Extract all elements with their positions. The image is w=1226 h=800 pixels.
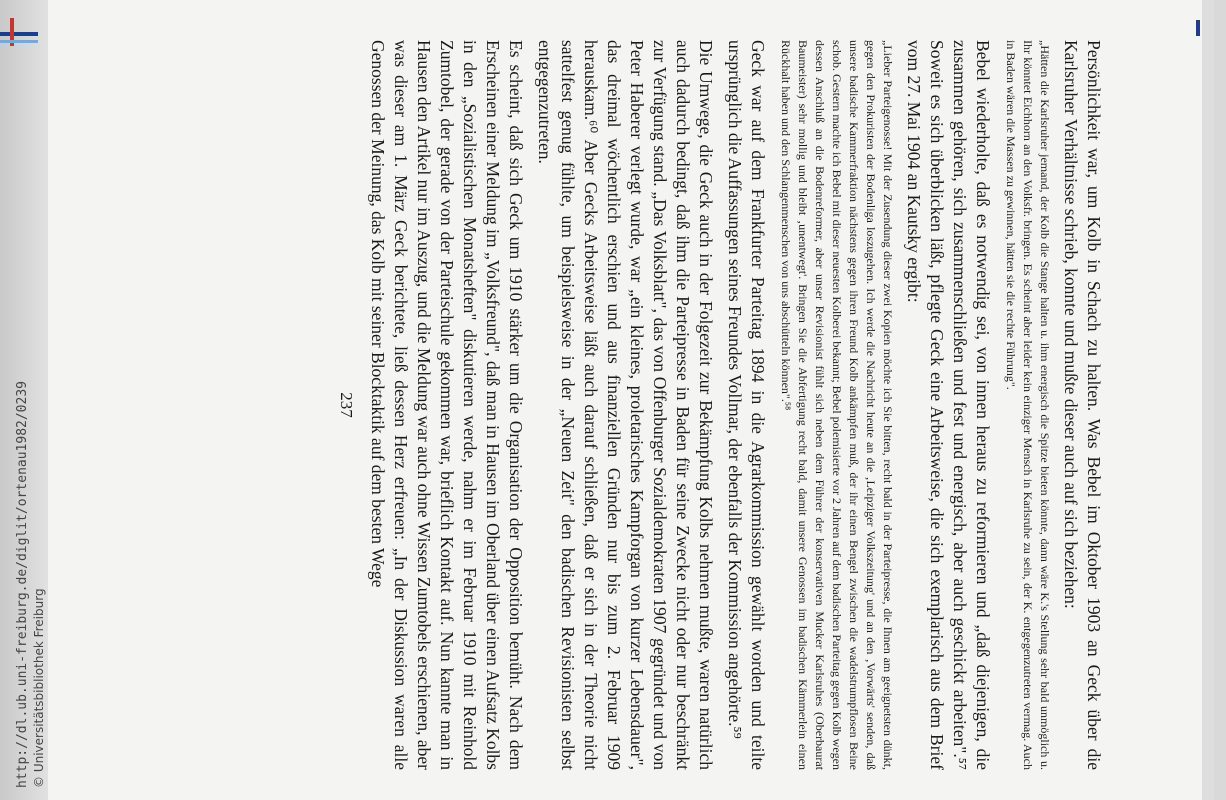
- rotated-text-block: [145, 40, 1105, 770]
- paragraph: Bebel wiederholte, daß es notwendig sei, von innen heraus zu reformieren und „daß diejenigen, die zusammen gehören, sich zusammenschließen und fest und energisch, aber auch geschickt arbeiten".⁵⁷ Soweit es sich überblicken läßt, pflegte Geck eine Arbeitsweise, die sich exemplarisch aus dem Brief vom 27. Mai 1904 an Kautsky ergibt:: [904, 40, 993, 770]
- block-quote: „Hätten die Karlsruher jemand, der Kolb die Stange halten u. ihm energisch die Spitze bieten könnte, dann wäre K.'s Stellung sehr bald unmöglich u. Ihr könntet Eichhorn an den Volksfr. bringen. Es scheint aber leider kein einziger Mensch in Karlsruhe zu sein, der K. entgegenzutreten vermag. Auch in Baden wären die Massen zu gewinnen, hätten sie die rechte Führung".: [1004, 40, 1052, 770]
- paragraph: Persönlichkeit war, um Kolb in Schach zu halten. Was Bebel im Oktober 1903 an Geck über die Karlsruher Verhältnisse schrieb, konnte und mußte dieser auch auf sich beziehen:: [1061, 40, 1104, 770]
- page-edge-mark: [1196, 20, 1200, 36]
- watermark-copyright: © Universitätsbibliothek Freiburg: [32, 588, 46, 788]
- paragraph: Es scheint, daß sich Geck um 1910 stärker um die Organisation der Opposition bemüht. Nach dem Erscheinen einer Meldung im „Volksfreund", daß man in Hausen im Oberland über einen Aufsatz Kolbs in den „Sozialistischen Monatsheften" diskutieren werde, nahm er im Februar 1910 mit Reinhold Zumtobel, der gerade von der Parteischule gekommen war, brieflich Kontakt auf. Nun kannte man in Hausen den Artikel nur im Auszug, und die Meldung war auch ohne Wissen Zumtobels erschienen, aber was dieser am 1. März Geck berichtete, ließ dessen Herz erfreuen: „In der Diskussion waren alle Genossen der Meinung, das Kolb mit seiner Blocktaktik auf dem besten Wege: [368, 40, 526, 770]
- page-number: 237: [337, 392, 356, 418]
- paragraph: Geck war auf dem Frankfurter Parteitag 1894 in die Agrarkommission gewählt worden und teilte ursprünglich die Auffassungen seines Freundes Vollmar, der ebenfalls der Kommission angehörte.⁵⁹: [725, 40, 768, 770]
- paragraph: Die Umwege, die Geck auch in der Folgezeit zur Bekämpfung Kolbs nehmen mußte, waren natürlich auch dadurch bedingt, daß ihm die Parteipresse in Baden für seine Zwecke nicht oder nur beschränkt zur Verfügung stand. „Das Volksblatt", das von Offenburger Sozialdemokraten 1907 gegründet und von Peter Haberer verlegt wurde, war „ein kleines, proletarisches Kampforgan von kurzer Lebensdauer", das dreimal wöchentlich erschien und aus finanziellen Gründen nur bis zum 2. Februar 1909 herauskam.⁶⁰ Aber Gecks Arbeitsweise läßt auch darauf schließen, daß er sich in der Theorie nicht sattelfest genug fühlte, um beispielsweise in der „Neuen Zeit" den badischen Revisionisten selbst entgegenzutreten.: [535, 40, 716, 770]
- block-quote: „Lieber Parteigenosse! Mit der Zusendung dieser zwei Kopien möchte ich Sie bitten, recht bald in der Parteipresse, die Ihnen am geeignetsten dünkt, gegen den Prokuristen der Bodenliga loszugehen. Ich werde die Nachricht heute an die ‚Leipziger Volkszeitung' und an den ‚Vorwärts' senden, daß unsere badische Kammerfraktion nächstens gegen ihren Freund Kolb ankämpfen muß, der ihr einen Bengel zwischen die wadelstrumpflosen Beine schob. Gestern machte ich Bebel mit dieser neuesten Kolberei bekannt; Bebel polemisierte vor 2 Jahren auf dem badischen Parteitag gegen Kolb wegen dessen Anschluß an die Bodenreformer, aber unser Revisionist fühlt sich neben dem Führer der konservativen Mucker Karlsruhes (Oberbaurat Baumeister) sehr mollig und bleibt ‚unentwegt'. Bringen Sie die Abfertigung recht bald, damit unsere Genossen im badischen Kämmerlein einen Rückhalt haben und den Schlangenmenschen von uns abschütteln können".⁵⁸: [779, 40, 895, 770]
- viewer-right-margin: [1202, 0, 1214, 800]
- watermark-url: http://dl.ub.uni-freiburg.de/diglit/ortenau1982/0239: [15, 381, 30, 788]
